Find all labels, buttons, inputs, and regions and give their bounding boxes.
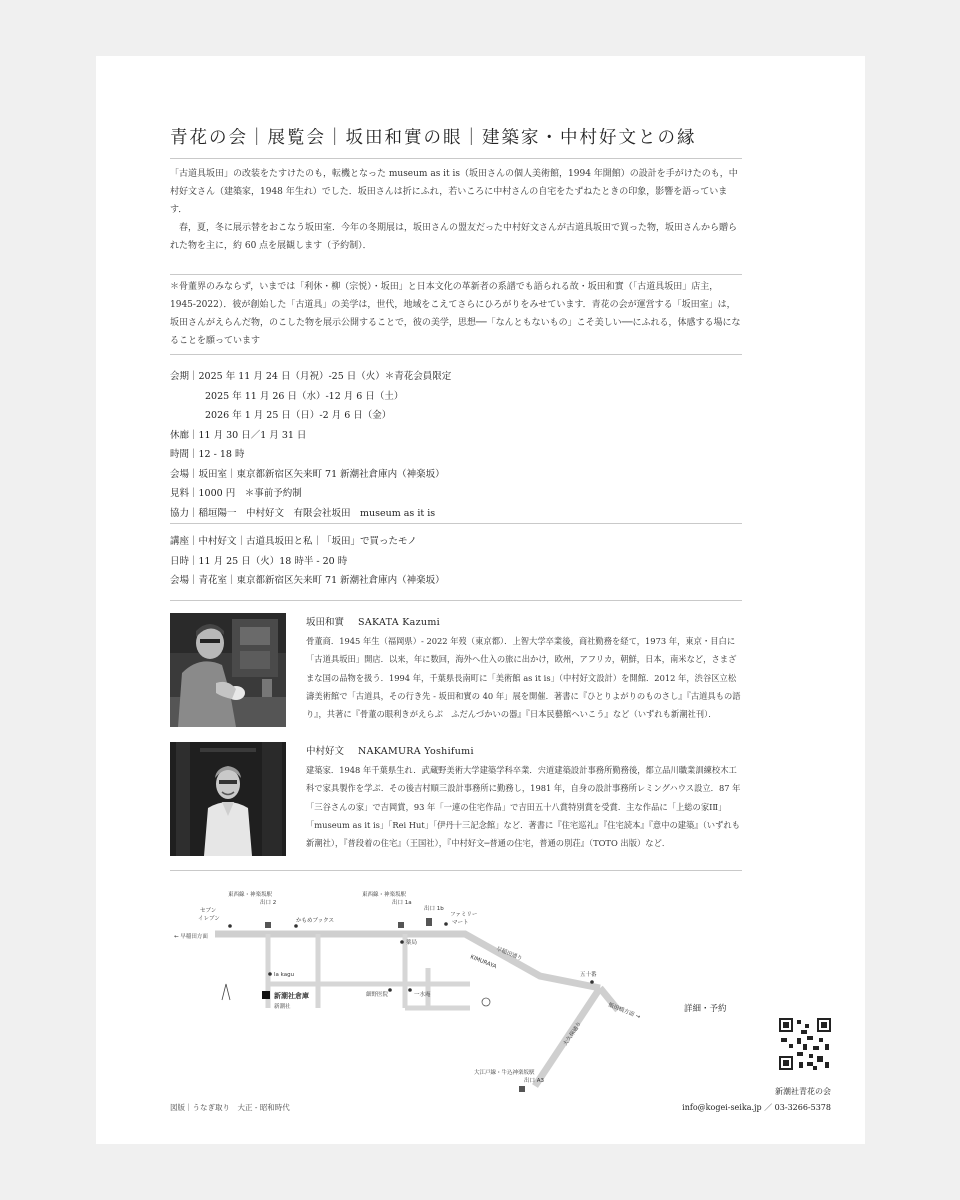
lecture-datetime: 日時｜11 月 25 日（火）18 時半 - 20 時 [170,555,348,567]
sakata-name-en: SAKATA Kazumi [358,617,440,628]
page-title: 青花の会｜展覧会｜坂田和實の眼｜建築家・中村好文との縁 [170,128,697,148]
qr-label: 詳細・予約 [684,1004,727,1014]
exit-label: 出口 A3 [524,1078,545,1084]
admission-fee: 見料｜1000 円 ＊事前予約制 [170,488,302,499]
map-label: la kagu [274,972,295,978]
map-label: 五十番 [580,972,597,978]
qr-code[interactable] [779,1018,831,1070]
direction-label: 飯田橋方面 → [607,1002,641,1021]
map-label: KIMURAYA [469,954,498,971]
organizer-name: 新潮社青花の会 [775,1087,831,1096]
nakamura-name [306,743,474,757]
map-label: イレブン [198,916,220,922]
nakamura-bio: 建築家．1948 年千葉県生れ．武蔵野美術大学建築学科卒業．宍道建築設計事務所勤務後，都立品川職業訓練校木工科で家具製作を学ぶ．その後吉村順三設計事務所に勤務し，1981 年，自身の設計事務所レミングハウス設立．87 年「三谷さんの家」で吉岡賞，93 年「一連の住宅作品」で吉田五十八賞特別賞を受賞．主な作品に「上総の家ⅠⅡ」「museum as it is」「Rei Hut」「伊丹十三記念館」など．著書に『住宅巡礼』『住宅読本』『意中の建築』（いずれも新潮社），『普段着の住宅』（王国社），『中村好文─普通の住宅，普通の別荘』（TOTO 出版）など． [306,765,741,849]
street-label: 早稲田通り [495,946,524,963]
session-dates: 会期｜2025 年 11 月 24 日（月祝）-25 日（火）＊青花会員限定 [170,371,452,382]
closed-days: 休廊｜11 月 30 日／1 月 31 日 [170,429,307,441]
intro-paragraph-2: 春，夏，冬に展示替をおこなう坂田室．今年の冬期展は，坂田さんの盟友だった中村好文さんが古道具坂田で買った物，坂田さんから贈られた物を主に，約 60 点を展観します（予約制）． [170,223,738,251]
divider [170,600,742,601]
direction-label: ← 早稲田方面 [174,934,208,940]
flyer-sheet [96,56,865,1144]
venue-label: 新潮社倉庫 [274,992,309,1000]
map-label: 一水庵 [414,992,431,998]
sakata-name-ja: 坂田和實 [306,617,345,628]
note-text [170,278,742,350]
map-label: 薬局 [406,940,418,946]
lecture-venue: 会場｜青花室｜東京都新宿区矢来町 71 新潮社倉庫内（神楽坂） [170,575,445,586]
nakamura-name-ja: 中村好文 [306,746,345,757]
opening-hours: 時間｜12 - 18 時 [170,449,245,460]
divider [170,523,742,524]
divider [170,158,742,159]
divider [170,274,742,275]
intro-paragraph-1: 「古道具坂田」の改装をたすけたのも，転機となった museum as it is（坂田さんの個人美術館，1994 年開館）の設計を手がけたのも，中村好文さん（建築家，1948 年生れ）でした．坂田さんは折にふれ，若いころに中村さんの自宅をたずねたときの印象，影響を語っています． [170,169,738,215]
exhibition-info [170,367,742,523]
station-label: 東西線・神楽坂駅 [362,892,407,898]
contact-info[interactable]: info@kogei-seika.jp ／ 03-3266-5378 [682,1103,831,1112]
map-label: かもめブックス [296,918,335,924]
map-label: 新潮社 [274,1004,291,1010]
exit-label: 出口 1b [424,906,444,912]
station-label: 大江戸線・牛込神楽坂駅 [474,1070,535,1076]
exit-label: 出口 2 [260,900,277,906]
session-dates: 2025 年 11 月 26 日（水）-12 月 6 日（土） [205,390,404,402]
nakamura-name-en: NAKAMURA Yoshifumi [358,746,474,757]
map-label: ファミリー [450,912,478,918]
access-map [170,878,660,1093]
divider [170,354,742,355]
lecture-info [170,532,742,591]
venue: 会場｜坂田室｜東京都新宿区矢来町 71 新潮社倉庫内（神楽坂） [170,468,445,480]
illustration-caption: 図版｜うなぎ取り 大正 - 昭和時代 [170,1103,290,1112]
map-label: 細野医院 [366,992,389,998]
exit-label: 出口 1a [392,900,412,906]
sakata-portrait-photo [170,613,286,727]
session-dates: 2026 年 1 月 25 日（日）-2 月 6 日（金） [205,410,392,421]
divider [170,870,742,871]
station-label: 東西線・神楽坂駅 [228,892,273,898]
map-label: セブン [200,908,217,914]
nakamura-portrait-photo [170,742,286,856]
note-paragraph: ＊骨董界のみならず，いまでは「利休・柳（宗悦）・坂田」と日本文化の革新者の系譜でも語られる故・坂田和實（「古道具坂田」店主，1945-2022）．彼が創始した「古道具」の美学は，世代，地域をこえてさらにひろがりをみせています．青花の会が運営する「坂田室」は，坂田さんがえらんだ物，のこした物を展示公開することで，彼の美学，思想──「なんともないもの」こそ美しい──にふれる，体感する場になることを願っています [170,282,741,346]
intro-text [170,165,742,255]
cooperation: 協力｜稲垣陽一 中村好文 有限会社坂田 museum as it is [170,507,436,519]
map-label: マート [452,920,469,926]
sakata-bio: 骨董商．1945 年生（福岡県）- 2022 年歿（東京都）．上智大学卒業後，商社勤務を経て，1973 年，東京・目白に「古道具坂田」開店．以来，年に数回，海外へ仕入の旅に出かけ，欧州，アフリカ，朝鮮，日本，南米など，さまざまな国の品物を扱う．1994 年，千葉県長南町に「美術館 as it is」（中村好文設計）を開館．2012 年，渋谷区立松濤美術館で「古道具，その行き先 - 坂田和實の 40 年」展を開催．著書に『ひとりよがりのものさし』『古道具もの語り』，共著に『骨董の眼利きがえらぶ ふだんづかいの器』『日本民藝館へいこう』など（いずれも新潮社刊）． [306,636,741,720]
lecture-title: 講座｜中村好文｜古道具坂田と私｜「坂田」で買ったモノ [170,536,417,547]
street-label: 大久保通り [562,1020,584,1048]
sakata-name [306,614,440,628]
